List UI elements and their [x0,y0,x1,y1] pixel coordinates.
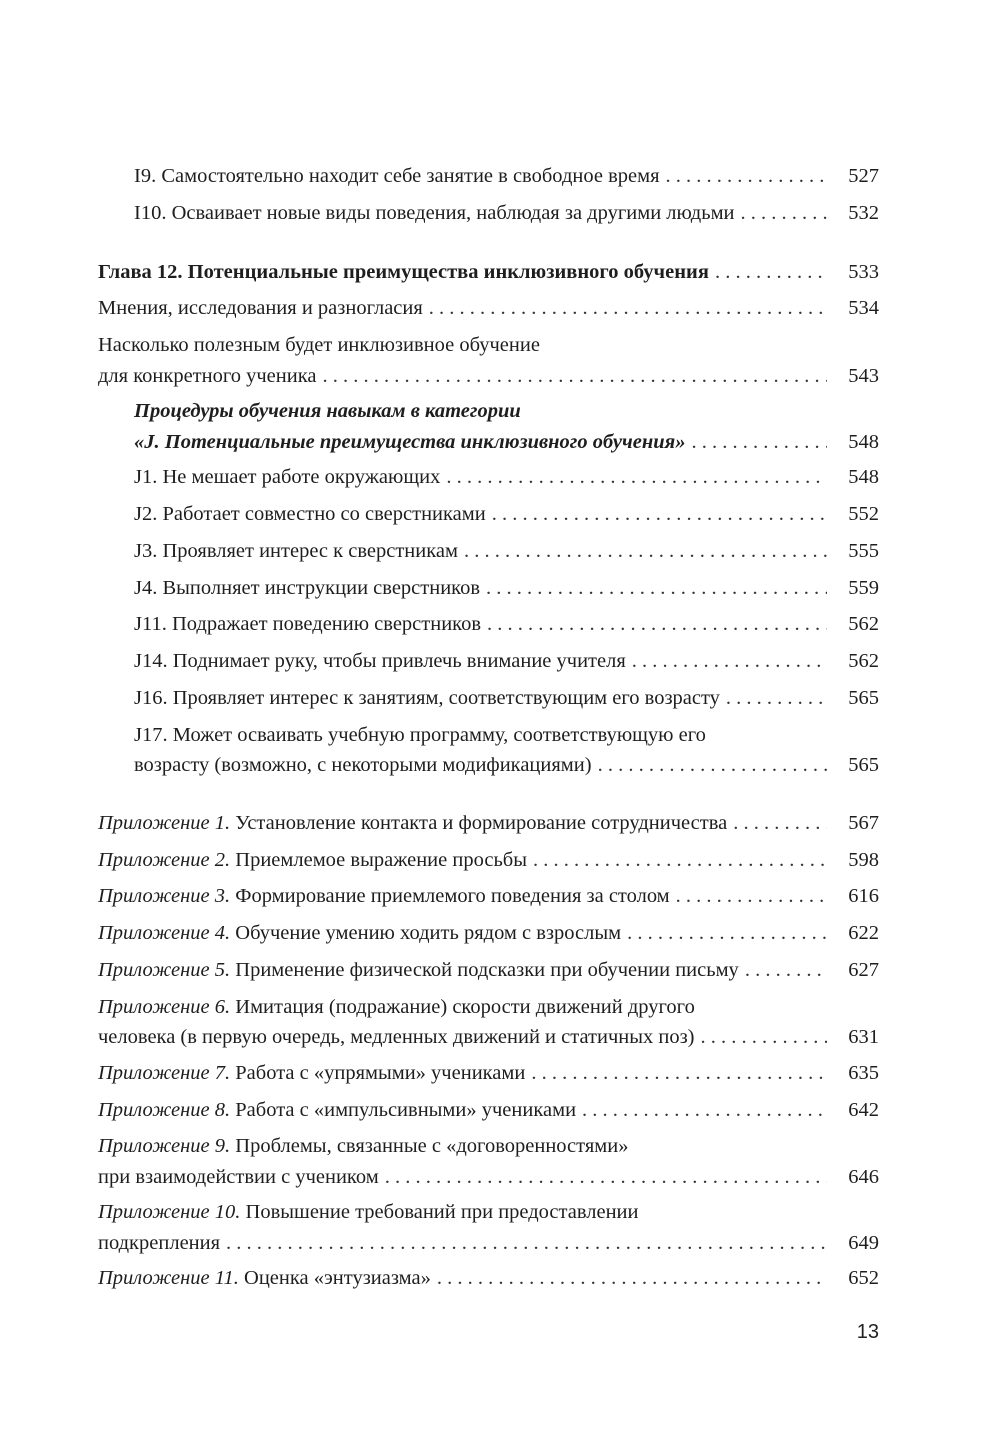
dot-leader [741,198,827,228]
dot-leader [691,427,827,458]
toc-entry-appendix-7[interactable] [98,1058,879,1095]
toc-entry-i10[interactable] [98,198,879,235]
dot-leader [632,646,827,676]
toc-entry-chapter-12[interactable] [98,257,879,294]
dot-leader [446,462,827,492]
toc-page-number: 534 [848,297,879,320]
toc-entry-appendix-3[interactable] [98,881,879,918]
appendix-label: Приложение 7. [98,1061,231,1084]
toc-page-number: 555 [848,539,879,562]
toc-entry-j3[interactable] [98,536,879,573]
toc-entry-title-line2: возрасту (возможно, с некоторыми модификациями) [134,754,592,777]
toc-entry-appendix-6[interactable] [98,992,879,1058]
toc-page-number: 562 [848,613,879,636]
dot-leader [676,881,827,911]
appendix-label: Приложение 4. [98,922,231,945]
dot-leader [487,609,827,639]
toc-page-number: 565 [848,754,879,777]
toc-entry-title: J14. Поднимает руку, чтобы привлечь внимание учителя [134,650,626,673]
appendix-label: Приложение 5. [98,958,231,981]
appendix-label: Приложение 8. [98,1098,231,1121]
toc-page-number: 527 [848,165,879,187]
toc-entry-title: Работа с «упрямыми» учениками [235,1061,526,1084]
toc-entry-j17[interactable] [98,720,879,786]
toc-page-number: 649 [848,1231,879,1254]
dot-leader [226,1228,827,1259]
toc-entry-title: I9. Самостоятельно находит себе занятие в свободное время [134,165,660,187]
chapter-title: Глава 12. Потенциальные преимущества инклюзивного обучения [98,260,709,283]
toc-entry-title-line1: Повышение требований при предоставлении [245,1201,639,1224]
dot-leader [437,1263,827,1293]
dot-leader [582,1095,827,1125]
toc-entry-title-line1: Процедуры обучения навыкам в категории [134,400,521,423]
toc-page-number: 598 [848,848,879,871]
toc-page-number: 548 [848,430,879,453]
toc-entry-title: Приемлемое выражение просьбы [235,848,527,871]
dot-leader [627,918,827,948]
appendix-label: Приложение 9. [98,1135,231,1158]
appendix-label: Приложение 10. [98,1201,241,1224]
toc-entry-title-line1: Проблемы, связанные с «договоренностями» [235,1135,629,1158]
toc-entry-title: Формирование приемлемого поведения за столом [235,885,670,908]
toc-page-number: 616 [848,885,879,908]
appendix-label: Приложение 11. [98,1267,239,1290]
toc-page-number: 543 [848,364,879,387]
toc-entry-j16[interactable] [98,683,879,720]
toc-entry-appendix-8[interactable] [98,1095,879,1132]
toc-entry-title: J11. Подражает поведению сверстников [134,613,482,636]
toc-entry-appendix-10[interactable] [98,1197,879,1263]
toc-page-number: 567 [848,811,879,834]
toc-entry-title-line1: Имитация (подражание) скорости движений другого [235,995,695,1018]
toc-entry-usefulness[interactable] [98,330,879,396]
dot-leader [726,683,827,713]
dot-leader [715,257,827,287]
toc-entry-title-line2: человека (в первую очередь, медленных движений и статичных поз) [98,1026,695,1049]
toc-entry-title-line1: J17. Может осваивать учебную программу, соответствующую его [134,723,706,746]
toc-entry-i9[interactable] [98,161,879,198]
toc-entry-title: Мнения, исследования и разногласия [98,297,423,320]
dot-leader [464,536,827,566]
toc-entry-j14[interactable] [98,646,879,683]
toc-entry-title: Применение физической подсказки при обучении письму [235,958,739,981]
dot-leader [745,955,827,985]
toc-entry-title: J1. Не мешает работе окружающих [134,466,441,489]
dot-leader [322,361,827,392]
toc-entry-title-line1: Насколько полезным будет инклюзивное обучение [98,334,540,357]
toc-page-number: 642 [848,1098,879,1121]
toc-entry-j11[interactable] [98,609,879,646]
toc-page-number: 533 [848,260,879,283]
toc-page-number: 562 [848,650,879,673]
toc-entry-appendix-11[interactable] [98,1263,879,1300]
page-folio-number: 13 [856,1321,879,1343]
toc-entry-title: J2. Работает совместно со сверстниками [134,502,486,525]
toc-page-number: 652 [848,1267,879,1290]
appendix-label: Приложение 2. [98,848,231,871]
toc-entry-j4[interactable] [98,573,879,610]
table-of-contents [98,161,879,1300]
toc-entry-title-line2: при взаимодействии с учеником [98,1165,379,1188]
toc-entry-appendix-1[interactable] [98,808,879,845]
toc-entry-title: J16. Проявляет интерес к занятиям, соответствующим его возрасту [134,686,720,709]
toc-entry-title: Установление контакта и формирование сотрудничества [235,811,728,834]
toc-entry-procedures-j[interactable] [98,396,879,462]
appendix-label: Приложение 6. [98,995,231,1018]
toc-page-number: 627 [848,958,879,981]
toc-entry-title: Работа с «импульсивными» учениками [235,1098,577,1121]
dot-leader [486,573,827,603]
appendix-label: Приложение 1. [98,811,231,834]
dot-leader [531,1058,827,1088]
toc-entry-opinions[interactable] [98,293,879,330]
toc-entry-title: J4. Выполняет инструкции сверстников [134,576,481,599]
toc-entry-title-line2: для конкретного ученика [98,364,317,387]
toc-entry-title: I10. Осваивает новые виды поведения, наблюдая за другими людьми [134,201,735,224]
toc-entry-title: J3. Проявляет интерес к сверстникам [134,539,458,562]
dot-leader [429,293,827,323]
toc-page-number: 631 [848,1026,879,1049]
dot-leader [701,1022,827,1053]
toc-page-number: 552 [848,502,879,525]
toc-entry-appendix-2[interactable] [98,845,879,882]
toc-entry-title-line2: «J. Потенциальные преимущества инклюзивного обучения» [134,430,686,453]
toc-page-number: 559 [848,576,879,599]
toc-page-number: 565 [848,686,879,709]
toc-page-number: 635 [848,1061,879,1084]
toc-page-number: 646 [848,1165,879,1188]
appendix-label: Приложение 3. [98,885,231,908]
toc-page-number: 622 [848,922,879,945]
dot-leader [598,750,827,781]
dot-leader [533,845,827,875]
dot-leader [666,161,828,191]
toc-entry-j1[interactable] [98,462,879,499]
dot-leader [733,808,827,838]
toc-page-number: 548 [848,466,879,489]
dot-leader [385,1162,827,1193]
toc-page-number: 532 [848,201,879,224]
toc-entry-title: Оценка «энтузиазма» [244,1267,431,1290]
toc-entry-title-line2: подкрепления [98,1231,221,1254]
toc-entry-appendix-4[interactable] [98,918,879,955]
toc-entry-appendix-9[interactable] [98,1131,879,1197]
dot-leader [492,499,827,529]
toc-entry-j2[interactable] [98,499,879,536]
toc-entry-appendix-5[interactable] [98,955,879,992]
toc-entry-title: Обучение умению ходить рядом с взрослым [235,922,622,945]
